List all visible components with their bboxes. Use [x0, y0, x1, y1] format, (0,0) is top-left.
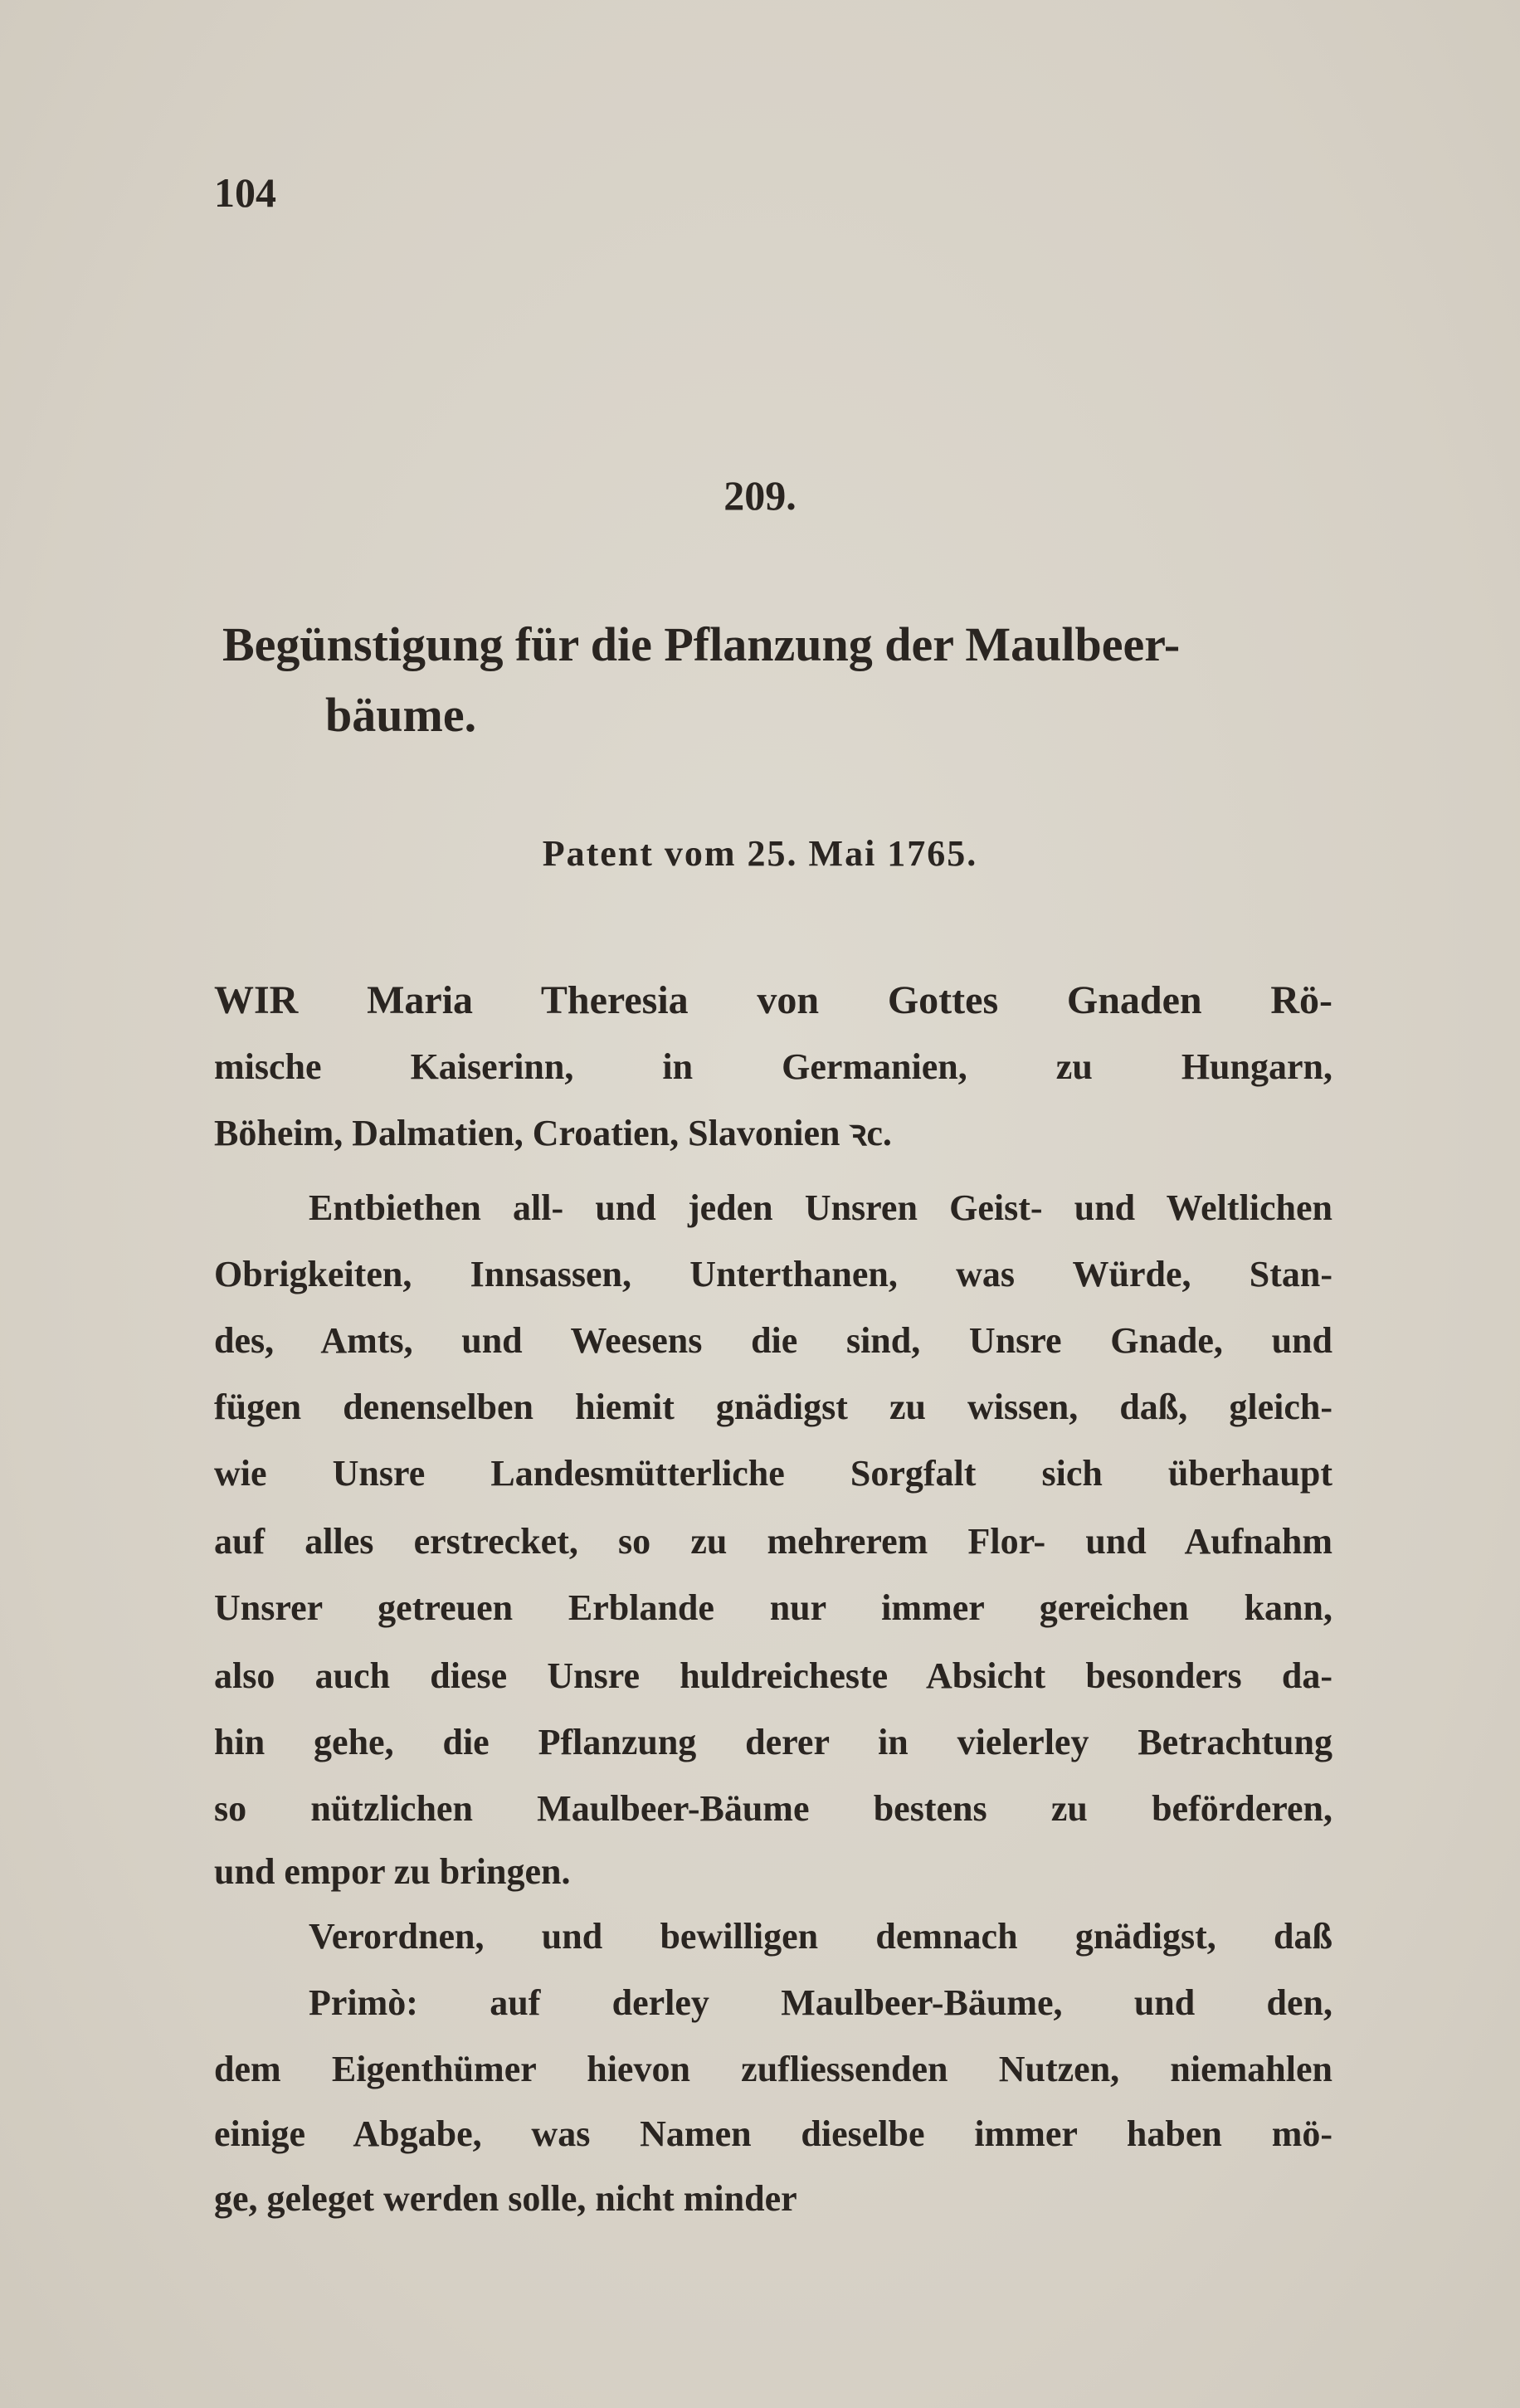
body-line: dem Eigenthümer hievon zufliessenden Nutzen, niemahlen: [214, 2049, 1332, 2089]
body-line: Verordnen, und bewilligen demnach gnädigst, daß: [309, 1916, 1332, 1957]
body-line: Böheim, Dalmatien, Croatien, Slavonien ꝛc.: [214, 1113, 892, 1153]
body-line: fügen denenselben hiemit gnädigst zu wissen, daß, gleich-: [214, 1387, 1332, 1427]
body-line: so nützlichen Maulbeer-Bäume bestens zu beförderen,: [214, 1788, 1332, 1829]
title-line-2: bäume.: [325, 688, 477, 742]
body-line: Unsrer getreuen Erblande nur immer gereichen kann,: [214, 1587, 1332, 1628]
body-line: ge, geleget werden solle, nicht minder: [214, 2178, 797, 2219]
body-line: hin gehe, die Pflanzung derer in vielerley Betrachtung: [214, 1722, 1332, 1762]
body-line: auf alles erstrecket, so zu mehrerem Flor- und Aufnahm: [214, 1521, 1332, 1562]
body-line: mische Kaiserinn, in Germanien, zu Hungarn,: [214, 1046, 1332, 1087]
body-line: WIR Maria Theresia von Gottes Gnaden Rö-: [214, 978, 1332, 1022]
page-number: 104: [214, 169, 276, 216]
body-line: Primò: auf derley Maulbeer-Bäume, und den,: [309, 1982, 1332, 2023]
body-line: und empor zu bringen.: [214, 1851, 571, 1892]
body-line: also auch diese Unsre huldreicheste Absicht besonders da-: [214, 1655, 1332, 1696]
body-line: wie Unsre Landesmütterliche Sorgfalt sich überhaupt: [214, 1453, 1332, 1494]
section-number: 209.: [723, 472, 797, 519]
body-line: Obrigkeiten, Innsassen, Unterthanen, was Würde, Stan-: [214, 1254, 1332, 1294]
body-line: einige Abgabe, was Namen dieselbe immer haben mö-: [214, 2113, 1332, 2154]
title-line-1: Begünstigung für die Pflanzung der Maulbeer-: [222, 617, 1181, 671]
body-line: des, Amts, und Weesens die sind, Unsre Gnade, und: [214, 1320, 1332, 1361]
body-line: Entbiethen all- und jeden Unsren Geist- und Weltlichen: [309, 1187, 1332, 1228]
subtitle: Patent vom 25. Mai 1765.: [542, 833, 978, 874]
